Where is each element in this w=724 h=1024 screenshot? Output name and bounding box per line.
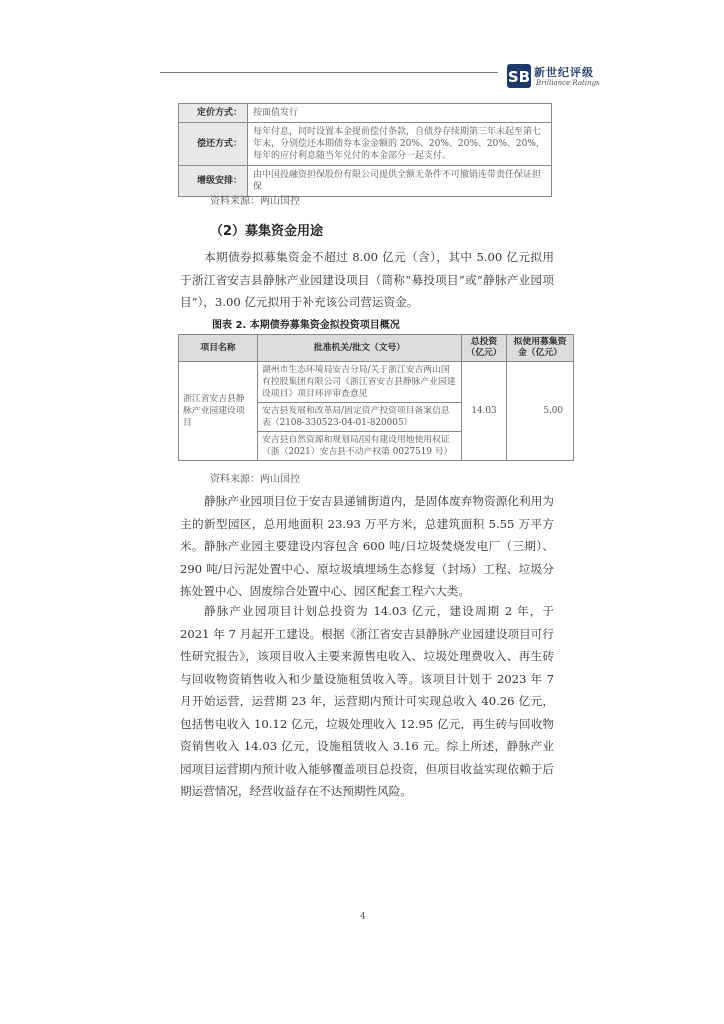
page-number: 4 xyxy=(360,912,366,922)
paragraph-park-overview: 静脉产业园项目位于安吉县递铺街道内，是固体废弃物资源化利用为主的新型园区，总用地面积 23.93 万平方米，总建筑面积 5.55 万平方米。静脉产业园主要建设内容包含 600 吨/日垃圾焚烧发电厂（三期）、290 吨/日污泥处置中心、原垃圾填埋场生态修复（封场）工程、垃圾分拣处置中心、固废综合处置中心、园区配套工程六大类。 xyxy=(180,494,554,598)
approval-cell: 安吉县发展和改革局/固定资产投资项目备案信息表（2108-330523-04-01-820005） xyxy=(258,403,462,432)
project-name-cell: 浙江省安吉县静脉产业园建设项目 xyxy=(179,362,258,461)
approval-cell: 湖州市生态环境局安吉分局/关于浙江安吉两山国有控股集团有限公司《浙江省安吉县静脉产业园建设项目》项目环评审查意见 xyxy=(258,362,462,403)
figure-source: 资料来源：两山国控 xyxy=(210,474,300,485)
paragraph-proceeds: 本期债券拟募集资金不超过 8.00 亿元（含），其中 5.00 亿元拟用于浙江省安吉县静脉产业园建设项目（简称“募投项目”或“静脉产业园项目”），3.00 亿元拟用于补充该公司营运资金。 xyxy=(180,250,554,309)
term-value: 由中国投融资担保股份有限公司提供全额无条件不可撤销连带责任保证担保 xyxy=(248,166,552,197)
term-key: 偿还方式： xyxy=(179,123,248,166)
paragraph-investment: 静脉产业园项目计划总投资为 14.03 亿元，建设周期 2 年，于 2021 年 7 月起开工建设。根据《浙江省安吉县静脉产业园建设项目可行性研究报告》，该项目收入主要来源售电收入、垃圾处理费收入、再生砖与回收物资销售收入和少量设施租赁收入等。该项目计划于 2023 年 7 月开始运营，运营期 23 年，运营期内预计可实现总收入 40.26 亿元，包括售电收入 10.12 亿元，垃圾处理收入 12.95 亿元，再生砖与回收物资销售收入 14.03 亿元，设施租赁收入 3.16 元。综上所述，静脉产业园项目运营期内预计收入能够覆盖项目总投资，但项目收益实现依赖于后期运营情况，经营收益存在不达预期性风险。 xyxy=(180,604,554,798)
table-row xyxy=(179,104,552,123)
svg-text:SB: SB xyxy=(507,68,531,86)
col-header: 拟使用募集资金（亿元） xyxy=(507,335,574,362)
table-row xyxy=(179,362,574,403)
col-header: 总投资（亿元） xyxy=(462,335,507,362)
approval-cell: 安吉县自然资源和规划局/国有建设用地使用权证（浙（2021）安吉县不动产权第 0027519 号） xyxy=(258,432,462,461)
figure-title: 图表 2. 本期债券募集资金拟投资项目概况 xyxy=(212,320,400,331)
project-table xyxy=(178,334,574,461)
brand-name-cn: 新世纪评级 xyxy=(534,66,594,79)
terms-source: 资料来源：两山国控 xyxy=(210,196,300,207)
col-header: 项目名称 xyxy=(179,335,258,362)
table-row xyxy=(179,123,552,166)
term-value: 按面值发行 xyxy=(248,104,552,123)
term-key: 增级安排： xyxy=(179,166,248,197)
total-investment-cell: 14.03 xyxy=(462,362,507,461)
term-value: 每年付息，同时设置本金提前偿付条款，自债券存续期第三年末起至第七年末，分别偿还本期债券本金金额的 20%、20%、20%、20%、20%，每年的应付利息随当年兑付的本金部分一起支付。 xyxy=(248,123,552,166)
section-title: （2）募集资金用途 xyxy=(210,224,324,239)
col-header: 批准机关/批文（文号） xyxy=(258,335,462,362)
header-rule xyxy=(160,72,498,73)
brand-name-en: Brilliance Ratings xyxy=(536,79,600,87)
bond-terms-table xyxy=(178,103,552,197)
brand-logo-icon xyxy=(506,62,532,90)
proceeds-cell: 5.00 xyxy=(507,362,574,461)
term-key: 定价方式： xyxy=(179,104,248,123)
brand-logo xyxy=(506,62,600,92)
table-header-row xyxy=(179,335,574,362)
